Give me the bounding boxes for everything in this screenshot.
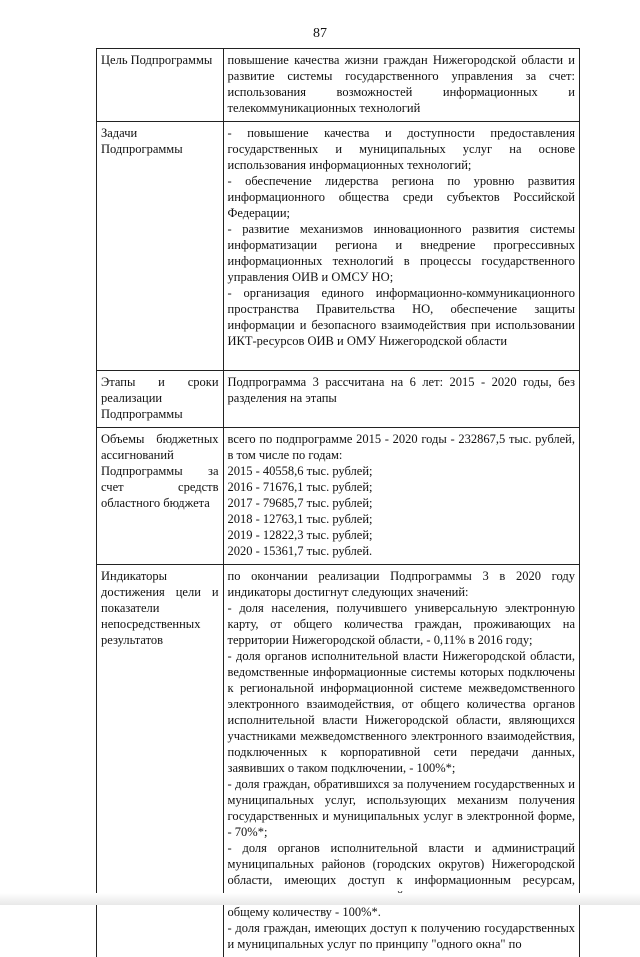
row-label: Цель Подпрограммы xyxy=(97,49,224,122)
value-line: 2018 - 12763,1 тыс. рублей; xyxy=(228,511,575,527)
row-value xyxy=(223,122,579,371)
value-line: повышение качества жизни граждан Нижегородской области и развитие системы государственного управления за счет: использования возможностей информационных и телекоммуникационных технологий xyxy=(228,52,575,116)
value-line: 2019 - 12822,3 тыс. рублей; xyxy=(228,527,575,543)
page-number: 87 xyxy=(0,26,640,42)
row-value xyxy=(223,371,579,428)
value-line: 2016 - 71676,1 тыс. рублей; xyxy=(228,479,575,495)
value-line: - повышение качества и доступности предоставления государственных и муниципальных услуг на основе использования информационных технологий; xyxy=(228,125,575,173)
row-label: Задачи Подпрограммы xyxy=(97,122,224,371)
value-line: - доля органов исполнительной власти Нижегородской области, ведомственные информационные системы которых подключены к региональной информационной системе межведомственного электронного взаимодействия, от общего количества органов исполнительной власти Нижегородской области, являющихся участниками межведомственного электронного взаимодействия, подключенных к корпоративной сети передачи данных, заявивших о таком подключении, - 100%*; xyxy=(228,648,575,776)
subprogram-passport-table xyxy=(96,48,580,957)
row-label: Объемы бюджетных ассигнований Подпрограммы за счет средств областного бюджета xyxy=(97,428,224,565)
value-line: - доля граждан, обратившихся за получением государственных и муниципальных услуг, использующих механизм получения государственных и муниципальных услуг в электронной форме, - 70%*; xyxy=(228,776,575,840)
value-line: - обеспечение лидерства региона по уровню развития информационного общества среди субъектов Российской Федерации; xyxy=(228,173,575,221)
value-line: - развитие механизмов инновационного развития системы информатизации региона и внедрение прогрессивных информационных технологий в процессы государственного управления ОИВ и ОМСУ НО; xyxy=(228,221,575,285)
row-value xyxy=(223,49,579,122)
row-label: Индикаторы достижения цели и показатели непосредственных результатов xyxy=(97,565,224,957)
scan-bottom-edge xyxy=(0,893,640,905)
row-value xyxy=(223,428,579,565)
table-row xyxy=(97,371,580,428)
value-line: по окончании реализации Подпрограммы 3 в 2020 году индикаторы достигнут следующих значений: xyxy=(228,568,575,600)
value-line: 2020 - 15361,7 тыс. рублей. xyxy=(228,543,575,559)
table-row xyxy=(97,49,580,122)
value-line: - организация единого информационно-коммуникационного пространства Правительства НО, обеспечение защиты информации и безопасного взаимодействия при использовании ИКТ-ресурсов ОИВ и ОМУ Нижегородской области xyxy=(228,285,575,349)
value-line: - доля органов исполнительной власти и администраций муниципальных районов (городских округов) Нижегородской области, имеющих доступ к информационным ресурсам, общему количеству - 100%*. xyxy=(228,840,575,920)
value-line: - доля населения, получившего универсальную электронную карту, от общего количества граждан, проживающих на территории Нижегородской области, - 0,11% в 2016 году; xyxy=(228,600,575,648)
row-label: Этапы и сроки реализации Подпрограммы xyxy=(97,371,224,428)
value-line: Подпрограмма 3 рассчитана на 6 лет: 2015 - 2020 годы, без разделения на этапы xyxy=(228,374,575,406)
value-line: 2017 - 79685,7 тыс. рублей; xyxy=(228,495,575,511)
value-line: всего по подпрограмме 2015 - 2020 годы - 232867,5 тыс. рублей, в том числе по годам: xyxy=(228,431,575,463)
value-line: 2015 - 40558,6 тыс. рублей; xyxy=(228,463,575,479)
value-line: - доля граждан, имеющих доступ к получению государственных и муниципальных услуг по принципу "одного окна" по xyxy=(228,920,575,952)
table-row xyxy=(97,122,580,371)
table-row xyxy=(97,428,580,565)
